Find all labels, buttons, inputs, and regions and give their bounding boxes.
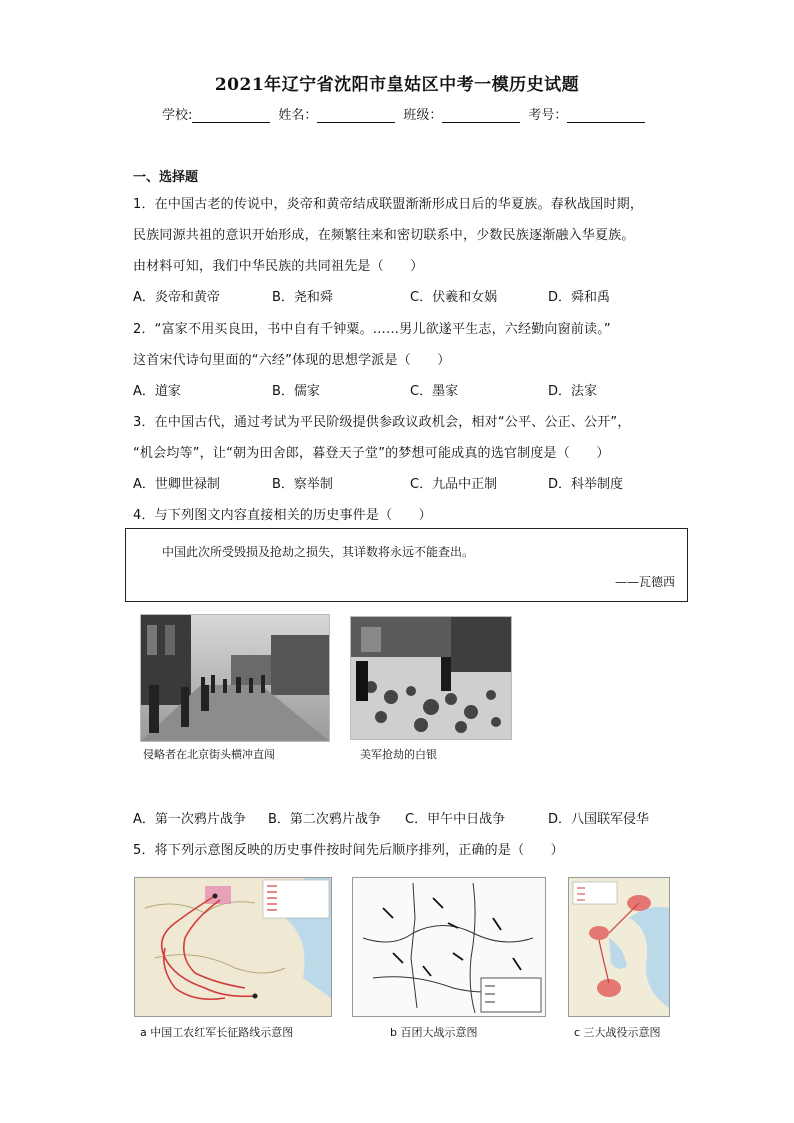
q1-line-1: 1．在中国古老的传说中，炎帝和黄帝结成联盟渐渐形成日后的华夏族。春秋战国时期， xyxy=(133,197,644,212)
q1-option-d[interactable]: D．舜和禹 xyxy=(548,290,611,305)
q1-line-2: 民族同源共祖的意识开始形成，在频繁往来和密切联系中，少数民族逐渐融入华夏族。 xyxy=(133,228,635,243)
q3-option-c[interactable]: C．九品中正制 xyxy=(410,477,498,492)
page-title: 2021年辽宁省沈阳市皇姑区中考一模历史试题 xyxy=(214,75,580,95)
map-b-caption: b 百团大战示意图 xyxy=(390,1026,478,1039)
school-blank[interactable] xyxy=(192,108,270,123)
q1-option-a[interactable]: A．炎帝和黄帝 xyxy=(133,290,220,305)
q4-stem: 4．与下列图文内容直接相关的历史事件是（ ） xyxy=(133,508,432,523)
quote-box xyxy=(125,528,688,602)
class-blank[interactable] xyxy=(442,108,520,123)
map-c-caption: c 三大战役示意图 xyxy=(574,1026,661,1039)
map-long-march xyxy=(134,877,332,1017)
q3-line-1: 3．在中国古代，通过考试为平民阶级提供参政议政机会，相对“公平、公正、公开”， xyxy=(133,415,631,430)
quote-source: ——瓦德西 xyxy=(614,575,675,589)
exam-number-blank[interactable] xyxy=(567,108,645,123)
q2-option-b[interactable]: B．儒家 xyxy=(272,384,320,399)
photo2-caption: 美军抢劫的白银 xyxy=(360,748,437,761)
map-hundred-regiments xyxy=(352,877,546,1017)
q3-option-a[interactable]: A．世卿世禄制 xyxy=(133,477,220,492)
map-a-caption: a 中国工农红军长征路线示意图 xyxy=(140,1026,294,1039)
map-three-campaigns xyxy=(568,877,670,1017)
quote-text: 中国此次所受毁损及抢劫之损失，其详数将永远不能查出。 xyxy=(162,545,475,559)
q2-option-a[interactable]: A．道家 xyxy=(133,384,181,399)
q2-line-1: 2．“富家不用买良田，书中自有千钟粟。……男儿欲遂平生志，六经勤向窗前读。” xyxy=(133,322,611,337)
name-blank[interactable] xyxy=(317,108,395,123)
q3-option-d[interactable]: D．科举制度 xyxy=(548,477,624,492)
section-heading: 一、选择题 xyxy=(133,170,199,185)
q4-option-a[interactable]: A．第一次鸦片战争 xyxy=(133,812,246,827)
class-label: 班级： xyxy=(403,108,443,123)
q4-option-d[interactable]: D．八国联军侵华 xyxy=(548,812,650,827)
q5-stem: 5．将下列示意图反映的历史事件按时间先后顺序排列，正确的是（ ） xyxy=(133,843,564,858)
photo-beijing-street xyxy=(140,614,330,742)
q2-line-2: 这首宋代诗句里面的“六经”体现的思想学派是（ ） xyxy=(133,353,451,368)
q4-option-b[interactable]: B．第二次鸦片战争 xyxy=(268,812,381,827)
q1-option-c[interactable]: C．伏羲和女娲 xyxy=(410,290,498,305)
photo1-caption: 侵略者在北京街头横冲直闯 xyxy=(143,748,275,761)
q4-option-c[interactable]: C．甲午中日战争 xyxy=(405,812,506,827)
photo-silver-loot xyxy=(350,616,512,740)
q2-option-d[interactable]: D．法家 xyxy=(548,384,598,399)
q3-line-2: “机会均等”，让“朝为田舍郎，暮登天子堂”的梦想可能成真的选官制度是（ ） xyxy=(133,446,610,461)
exam-number-label: 考号： xyxy=(528,108,568,123)
q3-option-b[interactable]: B．察举制 xyxy=(272,477,333,492)
school-label: 学校: xyxy=(162,108,193,123)
name-label: 姓名： xyxy=(278,108,318,123)
q1-line-3: 由材料可知，我们中华民族的共同祖先是（ ） xyxy=(133,259,424,274)
q1-option-b[interactable]: B．尧和舜 xyxy=(272,290,333,305)
student-info-line xyxy=(160,104,651,123)
q2-option-c[interactable]: C．墨家 xyxy=(410,384,459,399)
